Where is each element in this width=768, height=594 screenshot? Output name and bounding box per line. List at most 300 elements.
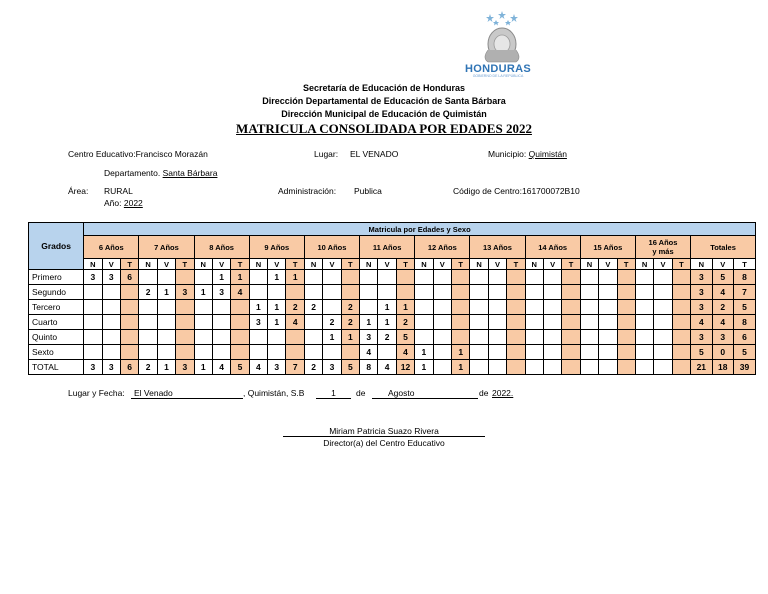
table-cell: 6 (120, 270, 138, 285)
table-cell (562, 345, 580, 360)
administracion-label: Administración: (278, 186, 337, 196)
table-cell (488, 330, 506, 345)
table-cell: 5 (341, 360, 359, 375)
sex-subheader: T (733, 259, 755, 270)
table-cell (525, 345, 543, 360)
table-cell (672, 330, 690, 345)
table-cell (360, 300, 378, 315)
codigo-centro-field (453, 186, 580, 196)
table-cell (176, 270, 194, 285)
sex-subheader: T (507, 259, 525, 270)
age-header: 9 Años (249, 236, 304, 259)
table-cell (231, 300, 249, 315)
table-cell: 4 (212, 360, 230, 375)
age-header: 13 Años (470, 236, 525, 259)
table-cell: 3 (268, 360, 286, 375)
table-cell (507, 270, 525, 285)
table-cell (433, 330, 451, 345)
sex-subheader: T (672, 259, 690, 270)
table-cell: 1 (360, 315, 378, 330)
sex-header-row (29, 259, 756, 270)
table-cell (599, 330, 617, 345)
lugar-fecha-place (131, 388, 243, 399)
table-cell (617, 345, 635, 360)
age-header: 11 Años (360, 236, 415, 259)
table-cell: 1 (415, 345, 433, 360)
table-cell: 2 (304, 300, 322, 315)
table-cell: 4 (249, 360, 267, 375)
sex-subheader: V (157, 259, 175, 270)
table-row (29, 270, 756, 285)
table-cell (433, 345, 451, 360)
age-header: 10 Años (304, 236, 359, 259)
codigo-label: Código de Centro: (453, 186, 522, 196)
table-cell (470, 315, 488, 330)
table-cell (470, 345, 488, 360)
table-cell (635, 315, 653, 330)
table-cell: 21 (691, 360, 712, 375)
table-cell (84, 285, 102, 300)
table-cell (102, 330, 120, 345)
table-cell: 39 (733, 360, 755, 375)
table-cell (580, 270, 598, 285)
table-cell (562, 270, 580, 285)
table-cell (157, 330, 175, 345)
table-cell (617, 315, 635, 330)
grado-label: Segundo (29, 285, 84, 300)
table-cell (157, 345, 175, 360)
table-cell (212, 300, 230, 315)
table-cell (231, 315, 249, 330)
fecha-year: 2022. (492, 388, 514, 398)
table-cell: 2 (712, 300, 733, 315)
total-row (29, 360, 756, 375)
table-cell (580, 300, 598, 315)
table-cell (360, 270, 378, 285)
table-cell: 6 (733, 330, 755, 345)
table-cell (617, 360, 635, 375)
table-cell (84, 315, 102, 330)
table-cell: 5 (231, 360, 249, 375)
table-cell: 4 (378, 360, 396, 375)
table-cell (157, 315, 175, 330)
sex-subheader: N (84, 259, 102, 270)
table-cell: 1 (249, 300, 267, 315)
table-cell: 3 (176, 360, 194, 375)
sex-subheader: N (360, 259, 378, 270)
table-cell (139, 270, 157, 285)
sex-subheader: V (102, 259, 120, 270)
table-cell (84, 300, 102, 315)
table-cell (599, 345, 617, 360)
table-cell (396, 270, 414, 285)
header-direccion-departamental: Dirección Departamental de Educación de Santa Bárbara (262, 96, 506, 106)
table-cell (507, 315, 525, 330)
sex-subheader: T (176, 259, 194, 270)
table-cell: 6 (120, 360, 138, 375)
table-cell (139, 300, 157, 315)
table-cell (323, 300, 341, 315)
table-cell (654, 300, 672, 315)
table-cell (672, 285, 690, 300)
table-cell (341, 285, 359, 300)
age-header-16-plus (635, 236, 690, 259)
table-cell: 18 (712, 360, 733, 375)
table-cell (580, 345, 598, 360)
table-cell: 7 (286, 360, 304, 375)
sex-subheader: N (635, 259, 653, 270)
table-cell (599, 360, 617, 375)
table-cell (120, 300, 138, 315)
sex-subheader: V (712, 259, 733, 270)
table-cell (525, 285, 543, 300)
table-cell: 4 (286, 315, 304, 330)
table-cell (231, 345, 249, 360)
table-cell: 4 (396, 345, 414, 360)
codigo-value: 161700072B10 (522, 186, 580, 196)
table-cell (194, 270, 212, 285)
table-row (29, 300, 756, 315)
municipio-field (488, 149, 567, 159)
grado-label: Tercero (29, 300, 84, 315)
table-cell (599, 315, 617, 330)
table-cell: 4 (691, 315, 712, 330)
table-cell (415, 285, 433, 300)
table-cell (562, 330, 580, 345)
table-cell (635, 300, 653, 315)
table-cell (286, 345, 304, 360)
signer-name: Miriam Patricia Suazo Rivera (283, 426, 485, 437)
anio-field (104, 198, 143, 208)
departamento-field (104, 168, 217, 178)
table-cell (525, 315, 543, 330)
table-cell (415, 270, 433, 285)
table-cell (102, 285, 120, 300)
municipio-label: Municipio: (488, 149, 527, 159)
sex-subheader: V (268, 259, 286, 270)
table-cell (176, 330, 194, 345)
table-cell: 1 (268, 300, 286, 315)
matricula-super-header: Matricula por Edades y Sexo (84, 223, 756, 236)
table-cell (84, 330, 102, 345)
sex-subheader: T (396, 259, 414, 270)
table-cell (470, 285, 488, 300)
table-cell (580, 360, 598, 375)
table-cell (249, 330, 267, 345)
table-cell (617, 330, 635, 345)
table-cell: 2 (139, 360, 157, 375)
table-cell (433, 270, 451, 285)
table-cell: 3 (102, 270, 120, 285)
age-header: 6 Años (84, 236, 139, 259)
table-cell: 3 (323, 360, 341, 375)
table-cell (452, 285, 470, 300)
table-cell (525, 300, 543, 315)
lugar-label: Lugar: (314, 149, 339, 159)
table-cell (341, 270, 359, 285)
sex-subheader: V (488, 259, 506, 270)
table-cell: 1 (452, 360, 470, 375)
table-cell (323, 285, 341, 300)
sex-subheader: N (525, 259, 543, 270)
table-cell (672, 270, 690, 285)
table-cell (654, 330, 672, 345)
table-cell: 3 (102, 360, 120, 375)
table-cell (672, 360, 690, 375)
sex-subheader: T (452, 259, 470, 270)
table-cell (415, 330, 433, 345)
table-cell (120, 285, 138, 300)
table-cell: 1 (396, 300, 414, 315)
table-cell: 3 (176, 285, 194, 300)
fecha-day: 1 (316, 388, 351, 399)
sex-subheader: N (691, 259, 712, 270)
table-cell (488, 285, 506, 300)
table-cell (654, 345, 672, 360)
age-header: 14 Años (525, 236, 580, 259)
lugar-fecha-city: , Quimistán, S.B (243, 388, 305, 398)
table-cell (543, 300, 561, 315)
table-cell: 5 (733, 300, 755, 315)
table-cell: 4 (360, 345, 378, 360)
table-cell: 4 (712, 285, 733, 300)
age-header: 8 Años (194, 236, 249, 259)
table-cell: 0 (712, 345, 733, 360)
table-cell (176, 315, 194, 330)
table-cell (562, 315, 580, 330)
table-cell (599, 270, 617, 285)
table-cell (304, 330, 322, 345)
table-cell (580, 315, 598, 330)
sex-subheader: T (562, 259, 580, 270)
departamento-value: Santa Bárbara (162, 168, 218, 178)
sex-subheader: N (470, 259, 488, 270)
table-cell (635, 285, 653, 300)
table-cell (452, 315, 470, 330)
table-cell (341, 345, 359, 360)
table-cell: 7 (733, 285, 755, 300)
table-cell: 5 (691, 345, 712, 360)
grado-label: Primero (29, 270, 84, 285)
table-cell (525, 360, 543, 375)
table-cell (654, 315, 672, 330)
sex-subheader: N (139, 259, 157, 270)
table-cell (543, 270, 561, 285)
table-cell: 1 (378, 315, 396, 330)
table-cell: 1 (378, 300, 396, 315)
table-cell: 12 (396, 360, 414, 375)
sex-subheader: T (120, 259, 138, 270)
table-cell (654, 360, 672, 375)
table-cell (452, 330, 470, 345)
matricula-table (28, 222, 756, 375)
table-cell (562, 285, 580, 300)
age-16-line2: y más (652, 247, 674, 256)
table-cell: 1 (231, 270, 249, 285)
table-cell (617, 270, 635, 285)
table-cell (286, 285, 304, 300)
table-cell (635, 360, 653, 375)
table-row (29, 285, 756, 300)
table-cell: 1 (268, 270, 286, 285)
table-cell (139, 330, 157, 345)
table-row (29, 345, 756, 360)
table-cell (654, 270, 672, 285)
table-cell (507, 345, 525, 360)
table-cell (120, 315, 138, 330)
centro-value: Francisco Morazán (135, 149, 208, 159)
table-cell: 3 (360, 330, 378, 345)
table-row (29, 315, 756, 330)
table-cell: 2 (304, 360, 322, 375)
lugar-fecha-label: Lugar y Fecha: (68, 388, 125, 398)
table-cell (433, 315, 451, 330)
table-cell (396, 285, 414, 300)
fecha-de-2: de (479, 388, 489, 398)
age-header: 15 Años (580, 236, 635, 259)
anio-value: 2022 (123, 198, 143, 208)
age-header-row (29, 236, 756, 259)
table-cell (433, 285, 451, 300)
sex-subheader: N (249, 259, 267, 270)
table-cell (470, 360, 488, 375)
table-cell (635, 330, 653, 345)
table-cell: 3 (691, 330, 712, 345)
signer-role: Director(a) del Centro Educativo (323, 438, 445, 448)
table-header-row (29, 223, 756, 236)
table-cell (102, 345, 120, 360)
table-cell (378, 285, 396, 300)
table-cell (249, 345, 267, 360)
table-cell (249, 285, 267, 300)
table-cell (304, 285, 322, 300)
departamento-label: Departamento. (104, 168, 161, 178)
table-cell (323, 270, 341, 285)
table-cell (378, 345, 396, 360)
table-cell (672, 315, 690, 330)
sex-subheader: T (286, 259, 304, 270)
table-cell (543, 360, 561, 375)
table-cell: 1 (157, 285, 175, 300)
sex-subheader: N (304, 259, 322, 270)
table-cell: 1 (286, 270, 304, 285)
table-cell: 8 (360, 360, 378, 375)
table-cell (304, 345, 322, 360)
table-cell: 1 (194, 285, 212, 300)
table-cell (84, 345, 102, 360)
table-cell (249, 270, 267, 285)
sex-subheader: T (617, 259, 635, 270)
table-cell (488, 300, 506, 315)
table-cell (360, 285, 378, 300)
table-cell (157, 270, 175, 285)
table-cell (452, 300, 470, 315)
table-cell (268, 285, 286, 300)
table-cell (378, 270, 396, 285)
table-cell (102, 300, 120, 315)
table-cell (102, 315, 120, 330)
table-cell: 3 (84, 270, 102, 285)
table-cell: 1 (212, 270, 230, 285)
table-cell: 8 (733, 315, 755, 330)
administracion-value: Publica (354, 186, 382, 196)
table-cell (525, 330, 543, 345)
table-cell: 1 (157, 360, 175, 375)
table-cell (120, 345, 138, 360)
table-cell: 3 (691, 285, 712, 300)
table-cell (194, 345, 212, 360)
sex-subheader: N (194, 259, 212, 270)
table-cell: 1 (415, 360, 433, 375)
table-cell: 2 (139, 285, 157, 300)
table-cell (543, 285, 561, 300)
table-cell: 5 (712, 270, 733, 285)
table-cell: 5 (396, 330, 414, 345)
table-cell (139, 345, 157, 360)
sex-subheader: V (654, 259, 672, 270)
table-cell: 4 (231, 285, 249, 300)
table-cell: 2 (341, 300, 359, 315)
table-cell (543, 345, 561, 360)
sex-subheader: V (378, 259, 396, 270)
table-cell (139, 315, 157, 330)
table-cell (507, 300, 525, 315)
table-cell (562, 360, 580, 375)
table-cell (617, 300, 635, 315)
table-cell (562, 300, 580, 315)
table-cell: 2 (378, 330, 396, 345)
table-cell: 3 (84, 360, 102, 375)
lugar-value: EL VENADO (350, 149, 399, 159)
table-cell (120, 330, 138, 345)
table-cell: 1 (452, 345, 470, 360)
sex-subheader: N (415, 259, 433, 270)
table-cell: 3 (691, 270, 712, 285)
table-cell (212, 345, 230, 360)
area-value: RURAL (104, 186, 133, 196)
table-cell (507, 360, 525, 375)
grado-label: Quinto (29, 330, 84, 345)
table-cell (580, 330, 598, 345)
table-cell (672, 345, 690, 360)
table-cell (488, 315, 506, 330)
sex-subheader: V (543, 259, 561, 270)
grados-header: Grados (29, 223, 84, 270)
centro-label: Centro Educativo: (68, 149, 136, 159)
table-cell: 3 (691, 300, 712, 315)
anio-label: Año: (104, 198, 122, 208)
table-cell (488, 345, 506, 360)
table-cell (194, 315, 212, 330)
table-cell: 8 (733, 270, 755, 285)
municipio-value: Quimistán (528, 149, 567, 159)
table-cell (323, 345, 341, 360)
sex-subheader: V (599, 259, 617, 270)
fecha-month-value: Agosto (388, 388, 415, 398)
page-title: MATRICULA CONSOLIDADA POR EDADES 2022 (236, 121, 532, 136)
sex-subheader: T (231, 259, 249, 270)
table-cell (543, 330, 561, 345)
table-cell (470, 270, 488, 285)
table-cell (176, 300, 194, 315)
table-cell (599, 300, 617, 315)
table-cell (194, 330, 212, 345)
fecha-de-1: de (356, 388, 366, 398)
table-cell: 3 (249, 315, 267, 330)
table-cell (433, 360, 451, 375)
table-cell (212, 315, 230, 330)
table-cell (212, 330, 230, 345)
